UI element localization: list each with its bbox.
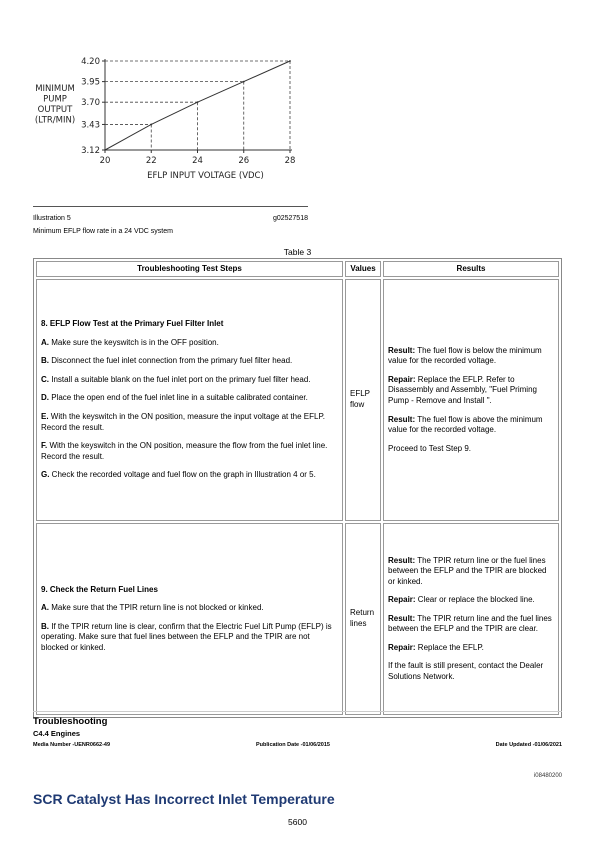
table-row <box>36 279 559 521</box>
result-item <box>388 375 554 407</box>
step-letter: E. <box>41 412 49 421</box>
x-tick-label: 26 <box>238 156 250 166</box>
y-tick-label: 3.43 <box>81 120 100 131</box>
y-tick-label: 3.70 <box>81 98 100 109</box>
test-steps-cell <box>36 523 343 715</box>
flow-rate-chart-svg <box>30 50 320 185</box>
table-header-row <box>36 261 559 277</box>
x-tick-label: 24 <box>192 156 203 166</box>
x-axis-label: EFLP INPUT VOLTAGE (VDC) <box>147 171 264 181</box>
illustration-caption: Minimum EFLP flow rate in a 24 VDC system <box>33 228 173 235</box>
date-updated: Date Updated -01/06/2021 <box>495 742 562 748</box>
y-tick-label: 4.20 <box>81 57 100 67</box>
result-item <box>388 661 554 682</box>
step-letter: D. <box>41 393 49 403</box>
data-point <box>104 149 106 151</box>
illustration-id: g02527518 <box>272 215 308 222</box>
step-item <box>41 470 338 481</box>
page-number: 5600 <box>288 817 307 827</box>
result-text: The TPIR return line and the fuel lines between the EFLP and the TPIR are clear. <box>388 613 552 634</box>
result-text: The fuel flow is below the minimum value for the recorded voltage. <box>388 345 542 366</box>
step-item <box>41 603 338 614</box>
step-text: Place the open end of the fuel inlet line in a suitable calibrated container. <box>49 393 308 403</box>
troubleshooting-table <box>33 258 562 718</box>
step-text: With the keyswitch in the ON position, measure the input voltage at the EFLP. Record the result. <box>41 412 326 432</box>
result-item <box>388 556 554 588</box>
step-item <box>41 412 338 433</box>
footer-divider <box>33 711 562 712</box>
x-tick-label: 28 <box>284 156 296 166</box>
value-cell: EFLP flow <box>345 279 381 521</box>
table-caption: Table 3 <box>283 247 312 257</box>
result-item <box>388 614 554 635</box>
result-item <box>388 595 554 606</box>
result-item <box>388 643 554 654</box>
table-row <box>36 523 559 715</box>
result-text: The fuel flow is above the minimum value for the recorded voltage. <box>388 414 543 435</box>
data-point <box>289 60 291 62</box>
x-tick-label: 20 <box>99 156 111 166</box>
illustration-divider <box>33 206 308 207</box>
step-item <box>41 441 338 462</box>
step-title: 8. EFLP Flow Test at the Primary Fuel Filter Inlet <box>41 319 224 329</box>
result-text: Replace the EFLP. <box>415 642 484 652</box>
header-values: Values <box>345 261 381 277</box>
next-section-title[interactable]: SCR Catalyst Has Incorrect Inlet Temperature <box>33 791 335 807</box>
step-item <box>41 375 338 386</box>
step-text: With the keyswitch in the ON position, measure the flow from the fuel inlet line. Record the result. <box>41 441 328 461</box>
illustration-label: Illustration 5 <box>33 215 71 222</box>
data-point <box>150 124 152 126</box>
publication-date: Publication Date -01/06/2015 <box>256 742 330 748</box>
step-item <box>41 622 338 654</box>
footer-subtitle: C4.4 Engines <box>33 729 81 738</box>
step-letter: A. <box>41 603 49 613</box>
step-text: Disconnect the fuel inlet connection from the primary fuel filter head. <box>49 356 293 366</box>
y-tick-label: 3.12 <box>81 146 100 156</box>
result-item <box>388 415 554 436</box>
result-label: Result: <box>388 345 416 355</box>
footer-meta <box>33 742 562 748</box>
y-axis-label: PUMP <box>43 94 67 105</box>
results-cell <box>383 279 559 521</box>
step-title: 9. Check the Return Fuel Lines <box>41 584 158 594</box>
step-letter: G. <box>41 470 50 480</box>
test-steps-cell <box>36 279 343 521</box>
step-item <box>41 356 338 367</box>
flow-rate-chart <box>30 50 320 185</box>
result-text: Proceed to Test Step 9. <box>388 443 472 453</box>
step-text: Check the recorded voltage and fuel flow on the graph in Illustration 4 or 5. <box>49 470 316 480</box>
step-letter: C. <box>41 374 49 384</box>
y-axis-label: MINIMUM <box>35 84 75 94</box>
result-item <box>388 444 554 455</box>
header-steps: Troubleshooting Test Steps <box>36 261 343 277</box>
step-letter: F. <box>41 441 48 451</box>
footer-title: Troubleshooting <box>33 716 108 727</box>
step-item <box>41 338 338 349</box>
result-item <box>388 346 554 367</box>
series-line <box>105 61 290 150</box>
value-cell: Return lines <box>345 523 381 715</box>
media-number: Media Number -UENR0662-49 <box>33 742 111 748</box>
step-letter: B. <box>41 621 49 631</box>
header-results: Results <box>383 261 559 277</box>
y-tick-label: 3.95 <box>81 77 100 88</box>
x-tick-label: 22 <box>145 156 157 166</box>
result-text: The TPIR return line or the fuel lines between the EFLP and the TPIR are blocked or kinked. <box>388 555 547 586</box>
step-text: Make sure that the TPIR return line is not blocked or kinked. <box>49 603 264 613</box>
result-label: Result: <box>388 555 416 565</box>
data-point <box>197 101 199 103</box>
step-letter: B. <box>41 356 49 366</box>
result-label: Result: <box>388 613 416 623</box>
result-text: Replace the EFLP. Refer to Disassembly and Assembly, "Fuel Priming Pump - Remove and Install ". <box>388 374 537 405</box>
result-text: If the fault is still present, contact the Dealer Solutions Network. <box>388 661 544 681</box>
step-letter: A. <box>41 337 49 347</box>
step-text: If the TPIR return line is clear, confirm that the Electric Fuel Lift Pump (EFLP) is operating. Make sure that fuel lines between the EFLP and the TPIR are not blocked or kinked. <box>41 621 332 652</box>
result-text: Clear or replace the blocked line. <box>415 595 535 605</box>
y-axis-label: (LTR/MIN) <box>34 115 76 126</box>
result-label: Result: <box>388 414 416 424</box>
document-id: i08480200 <box>533 773 562 779</box>
results-cell <box>383 523 559 715</box>
step-item <box>41 393 338 404</box>
illustration-info <box>33 215 308 222</box>
step-text: Make sure the keyswitch is in the OFF position. <box>49 337 219 347</box>
repair-label: Repair: <box>388 595 416 605</box>
step-text: Install a suitable blank on the fuel inlet port on the primary fuel filter head. <box>49 374 311 384</box>
y-axis-label: OUTPUT <box>37 105 73 115</box>
repair-label: Repair: <box>388 642 416 652</box>
repair-label: Repair: <box>388 374 416 384</box>
data-point <box>243 81 245 83</box>
